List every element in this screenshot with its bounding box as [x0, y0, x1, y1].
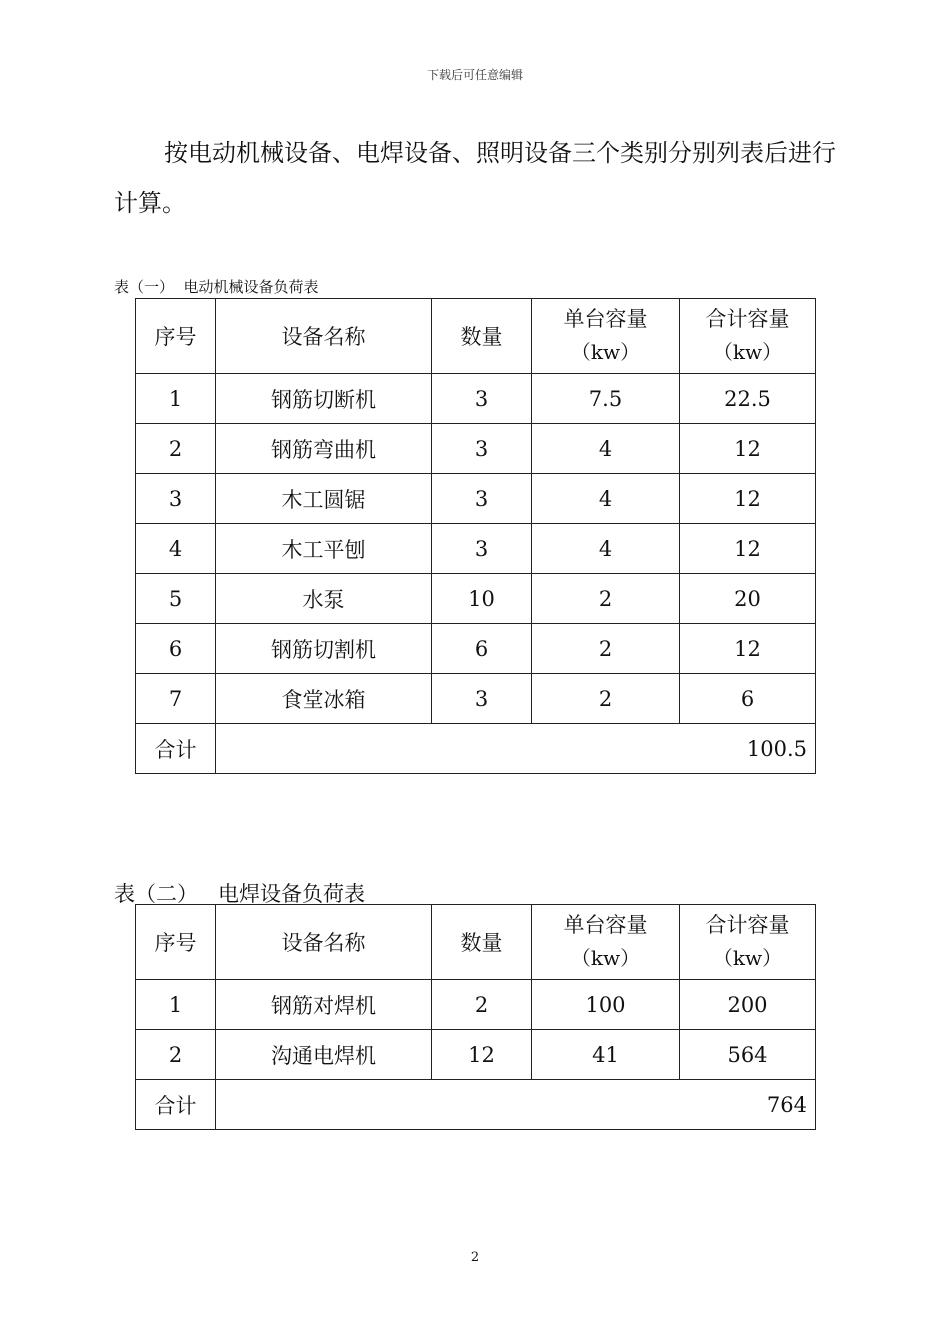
- table-header-row: [136, 905, 816, 980]
- cell-qty: 3: [432, 674, 532, 724]
- table-row: [136, 424, 816, 474]
- cell-seq: 6: [136, 624, 216, 674]
- table-row: [136, 1030, 816, 1080]
- welding-equipment-load-table: [135, 904, 816, 1130]
- cell-seq: 1: [136, 980, 216, 1030]
- table-row: [136, 674, 816, 724]
- table-row: [136, 524, 816, 574]
- cell-qty: 3: [432, 424, 532, 474]
- table-row: [136, 474, 816, 524]
- cell-unit-capacity: 4: [532, 424, 680, 474]
- cell-seq: 1: [136, 374, 216, 424]
- total-label: 合计: [136, 724, 216, 774]
- cell-total-capacity: 6: [680, 674, 816, 724]
- table-total-row: [136, 724, 816, 774]
- col-header-seq: 序号: [136, 905, 216, 980]
- table-row: [136, 624, 816, 674]
- cell-qty: 10: [432, 574, 532, 624]
- col-header-seq: 序号: [136, 299, 216, 374]
- cell-qty: 3: [432, 374, 532, 424]
- col-header-qty: 数量: [432, 905, 532, 980]
- table-row: [136, 574, 816, 624]
- electric-machinery-load-table: [135, 298, 816, 774]
- total-value: 764: [216, 1080, 816, 1130]
- cell-total-capacity: 22.5: [680, 374, 816, 424]
- col-header-unit-capacity: [532, 905, 680, 980]
- cell-unit-capacity: 41: [532, 1030, 680, 1080]
- total-capacity-unit: （kw）: [712, 946, 783, 970]
- unit-capacity-label: 单台容量: [563, 913, 648, 937]
- cell-total-capacity: 20: [680, 574, 816, 624]
- cell-total-capacity: 200: [680, 980, 816, 1030]
- cell-seq: 3: [136, 474, 216, 524]
- total-label: 合计: [136, 1080, 216, 1130]
- unit-capacity-unit: （kw）: [570, 946, 641, 970]
- cell-name: 水泵: [216, 574, 432, 624]
- cell-unit-capacity: 100: [532, 980, 680, 1030]
- table1-caption: 表（一） 电动机械设备负荷表: [114, 278, 319, 296]
- cell-seq: 4: [136, 524, 216, 574]
- unit-capacity-label: 单台容量: [563, 307, 648, 331]
- intro-paragraph: 按电动机械设备、电焊设备、照明设备三个类别分别列表后进行计算。: [114, 139, 836, 217]
- cell-total-capacity: 12: [680, 474, 816, 524]
- col-header-name: 设备名称: [216, 299, 432, 374]
- cell-total-capacity: 564: [680, 1030, 816, 1080]
- cell-name: 钢筋对焊机: [216, 980, 432, 1030]
- cell-unit-capacity: 2: [532, 624, 680, 674]
- table-header-row: [136, 299, 816, 374]
- cell-name: 木工圆锯: [216, 474, 432, 524]
- cell-qty: 3: [432, 474, 532, 524]
- col-header-name: 设备名称: [216, 905, 432, 980]
- cell-unit-capacity: 4: [532, 524, 680, 574]
- cell-qty: 3: [432, 524, 532, 574]
- table2-caption: 表（二） 电焊设备负荷表: [114, 882, 366, 906]
- cell-unit-capacity: 7.5: [532, 374, 680, 424]
- cell-seq: 5: [136, 574, 216, 624]
- cell-qty: 2: [432, 980, 532, 1030]
- cell-qty: 12: [432, 1030, 532, 1080]
- cell-name: 钢筋切断机: [216, 374, 432, 424]
- table-row: [136, 374, 816, 424]
- cell-name: 钢筋弯曲机: [216, 424, 432, 474]
- col-header-total-capacity: [680, 299, 816, 374]
- cell-total-capacity: 12: [680, 524, 816, 574]
- cell-unit-capacity: 4: [532, 474, 680, 524]
- cell-unit-capacity: 2: [532, 574, 680, 624]
- cell-total-capacity: 12: [680, 624, 816, 674]
- cell-seq: 7: [136, 674, 216, 724]
- cell-name: 食堂冰箱: [216, 674, 432, 724]
- page-number: 2: [470, 1250, 480, 1265]
- col-header-qty: 数量: [432, 299, 532, 374]
- unit-capacity-unit: （kw）: [570, 340, 641, 364]
- total-capacity-label: 合计容量: [705, 307, 790, 331]
- total-capacity-label: 合计容量: [705, 913, 790, 937]
- total-value: 100.5: [216, 724, 816, 774]
- cell-name: 沟通电焊机: [216, 1030, 432, 1080]
- cell-seq: 2: [136, 1030, 216, 1080]
- cell-seq: 2: [136, 424, 216, 474]
- table-row: [136, 980, 816, 1030]
- col-header-unit-capacity: [532, 299, 680, 374]
- table-total-row: [136, 1080, 816, 1130]
- cell-name: 钢筋切割机: [216, 624, 432, 674]
- page-header-note: 下载后可任意编辑: [426, 68, 523, 82]
- total-capacity-unit: （kw）: [712, 340, 783, 364]
- cell-qty: 6: [432, 624, 532, 674]
- cell-total-capacity: 12: [680, 424, 816, 474]
- cell-name: 木工平刨: [216, 524, 432, 574]
- cell-unit-capacity: 2: [532, 674, 680, 724]
- col-header-total-capacity: [680, 905, 816, 980]
